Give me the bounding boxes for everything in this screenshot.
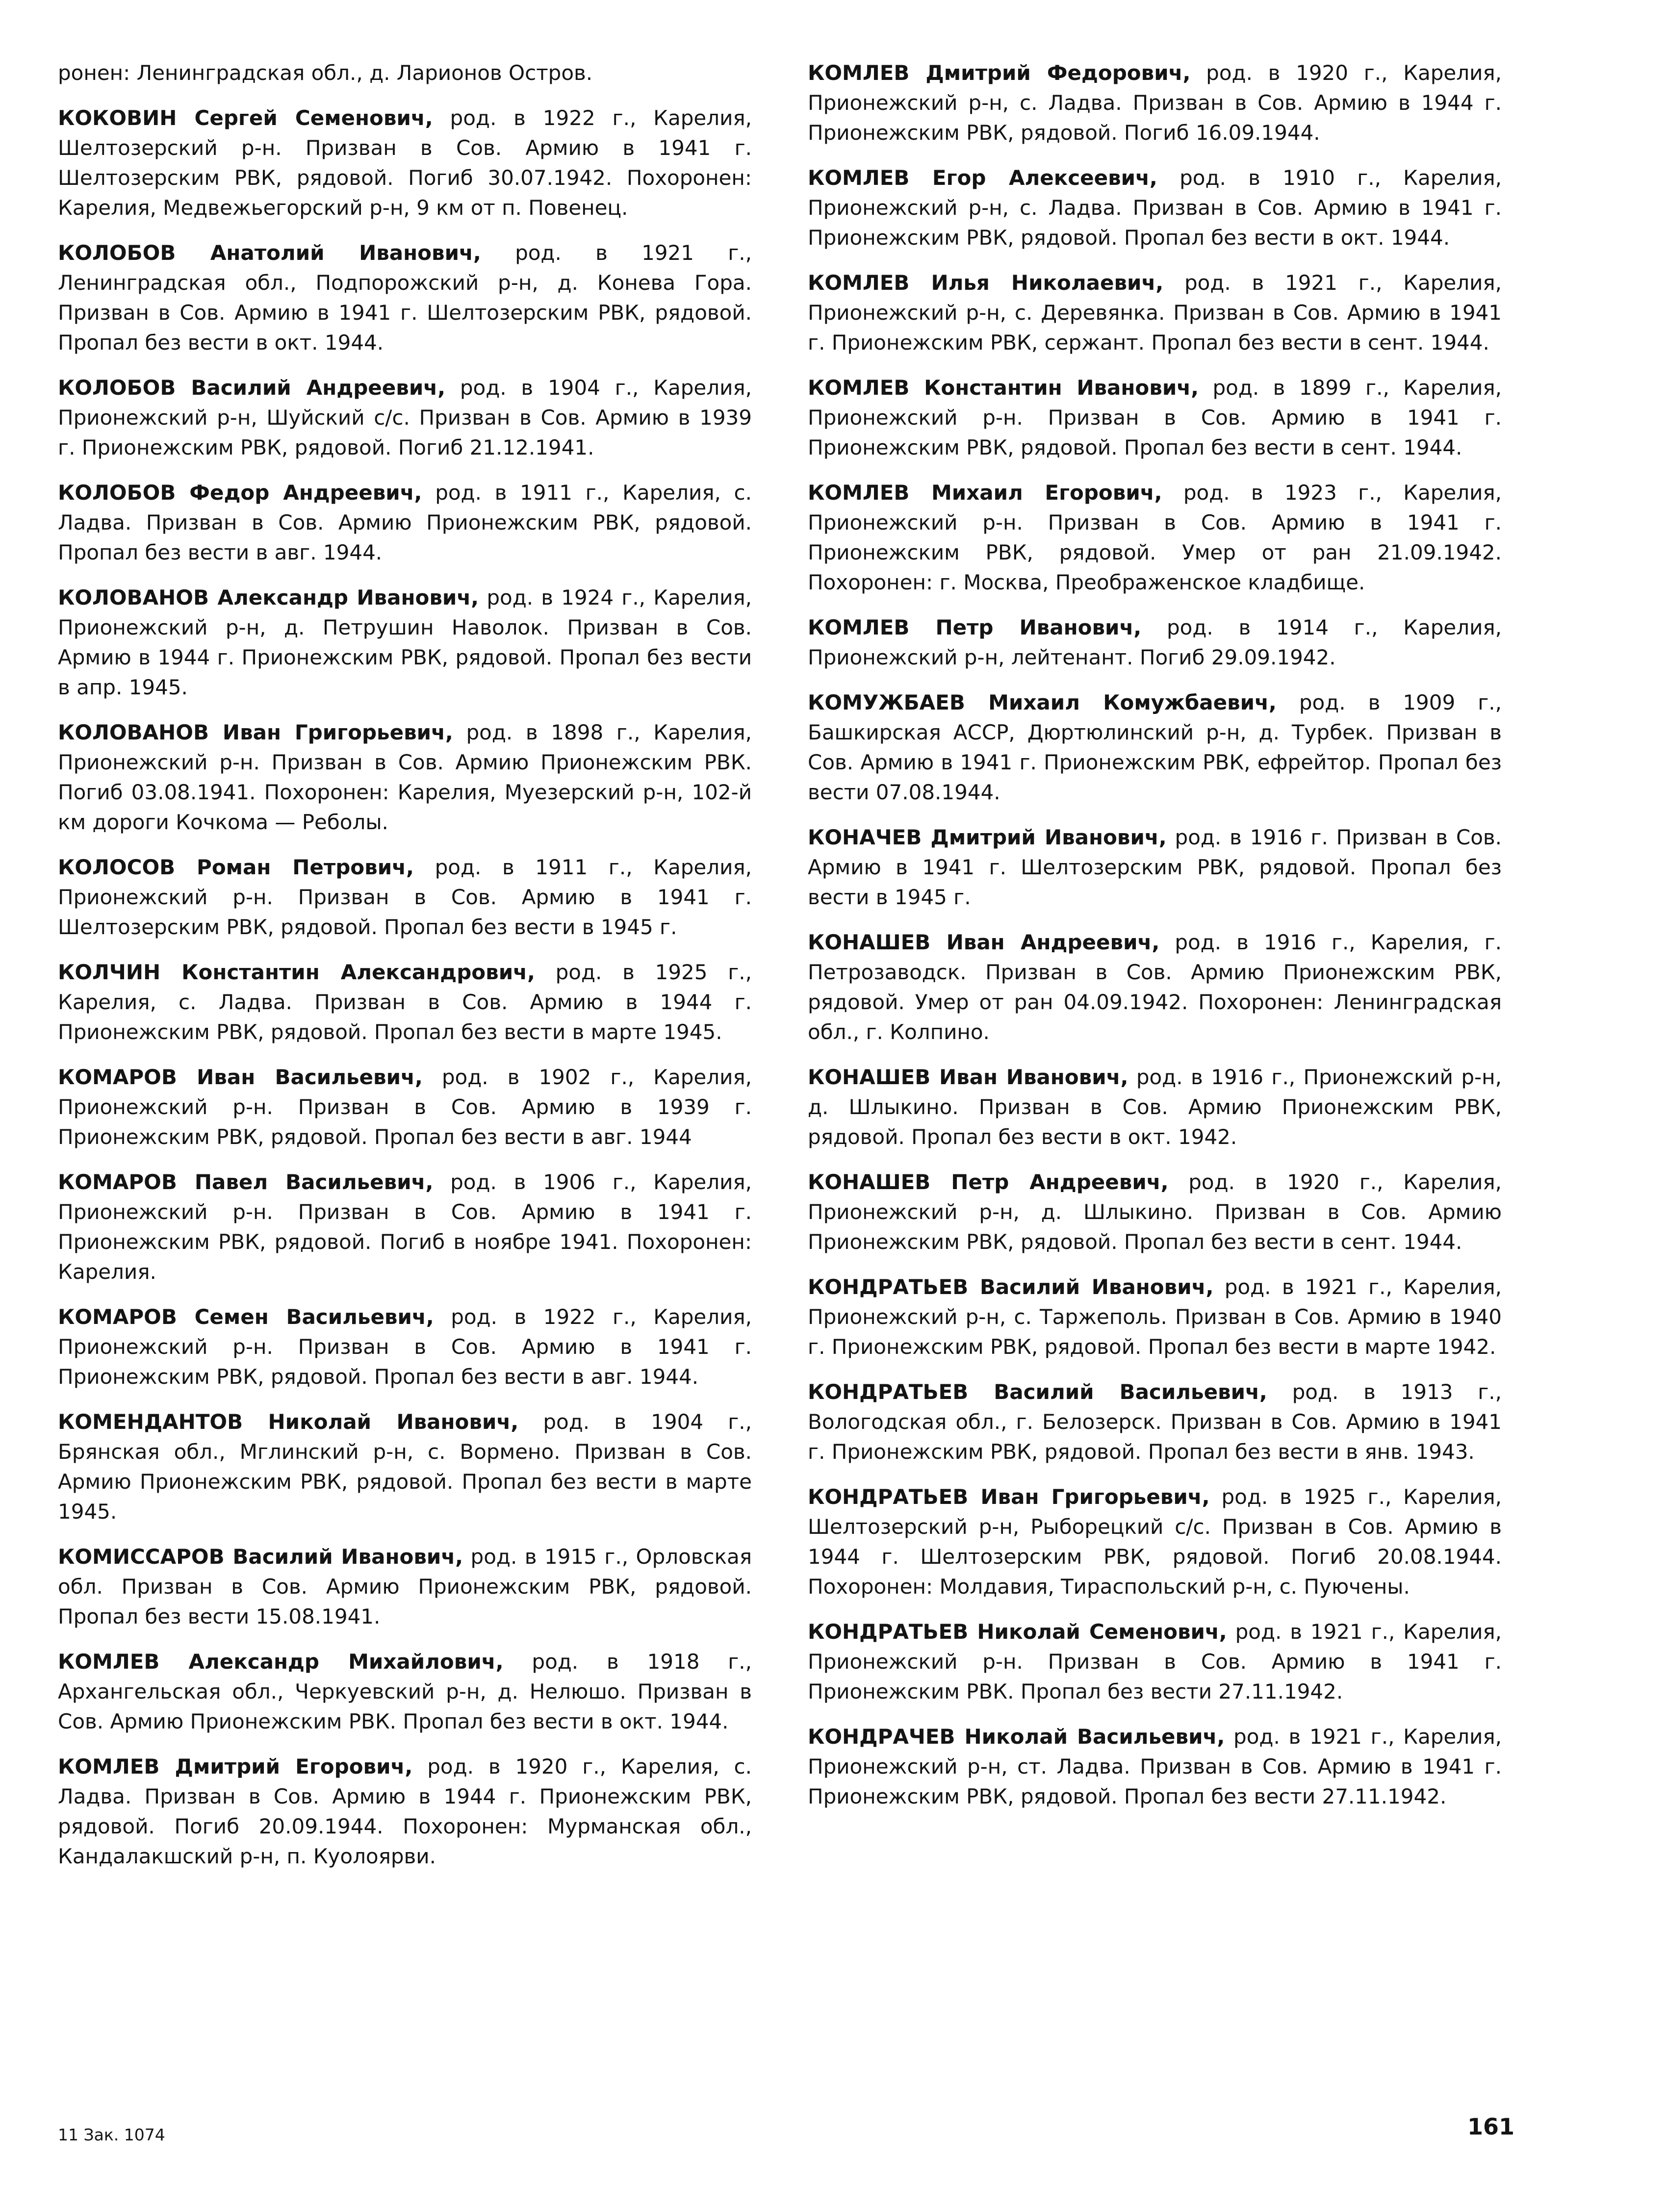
entry-text: ронен: Ленинградская обл., д. Ларионов Остров. — [58, 61, 593, 85]
entry-text: род. в 1898 г., Карелия, Прионежский р-н. Призван в Сов. Армию Прионежским РВК. Погиб 03.08.1941. Похоронен: Карелия, Муезерский р-н, 102-й км дороги Кочкома — Реболы. — [58, 720, 752, 834]
entry — [808, 1377, 1502, 1467]
entry-text: род. в 1920 г., Карелия, Прионежский р-н, с. Ладва. Призван в Сов. Армию в 1944 г. Прионежским РВК, рядовой. Погиб 16.09.1944. — [808, 61, 1502, 145]
entry — [58, 1167, 752, 1287]
entry-text: род. в 1911 г., Карелия, Прионежский р-н. Призван в Сов. Армию в 1941 г. Шелтозерским РВК, рядовой. Пропал без вести в 1945 г. — [58, 855, 752, 939]
entry — [808, 1062, 1502, 1152]
entry-text: род. в 1899 г., Карелия, Прионежский р-н. Призван в Сов. Армию в 1941 г. Прионежским РВК, рядовой. Пропал без вести в сент. 1944. — [808, 376, 1502, 459]
entry-name: КОНАШЕВ Иван Андреевич, — [808, 930, 1160, 954]
entry-text: род. в 1915 г., Орловская обл. Призван в Сов. Армию Прионежским РВК, рядовой. Пропал без вести 15.08.1941. — [58, 1545, 752, 1628]
entry-text: род. в 1923 г., Карелия, Прионежский р-н. Призван в Сов. Армию в 1941 г. Прионежским РВК, рядовой. Умер от ран 21.09.1942. Похоронен: г. Москва, Преображенское кладбище. — [808, 481, 1502, 594]
entry — [808, 822, 1502, 912]
entry — [58, 1542, 752, 1631]
entry-name: КОМАРОВ Иван Васильевич, — [58, 1065, 423, 1089]
page-number: 161 — [1467, 2113, 1515, 2140]
entry-text: род. в 1920 г., Карелия, с. Ладва. Призван в Сов. Армию в 1944 г. Прионежским РВК, рядовой. Погиб 20.09.1944. Похоронен: Мурманская обл., Кандалакшский р-н, п. Куолоярви. — [58, 1754, 752, 1868]
entry-text: род. в 1914 г., Карелия, Прионежский р-н, лейтенант. Погиб 29.09.1942. — [808, 615, 1502, 669]
entry-name: КОМЕНДАНТОВ Николай Иванович, — [58, 1410, 519, 1434]
entry-text: род. в 1921 г., Карелия, Прионежский р-н, с. Деревянка. Призван в Сов. Армию в 1941 г. Прионежским РВК, сержант. Пропал без вести в сент. 1944. — [808, 271, 1502, 355]
entry-name: КОНАШЕВ Иван Иванович, — [808, 1065, 1128, 1089]
entry-text: род. в 1909 г., Башкирская АССР, Дюртюлинский р-н, д. Турбек. Призван в Сов. Армию в 1941 г. Прионежским РВК, ефрейтор. Пропал без вести 07.08.1944. — [808, 690, 1502, 804]
entry-text: род. в 1902 г., Карелия, Прионежский р-н. Призван в Сов. Армию в 1939 г. Прионежским РВК, рядовой. Пропал без вести в авг. 1944 — [58, 1065, 752, 1149]
entry — [808, 1482, 1502, 1602]
entry — [58, 1647, 752, 1736]
entry-name: КОНАШЕВ Петр Андреевич, — [808, 1170, 1169, 1194]
entry — [58, 478, 752, 567]
entry-text: род. в 1921 г., Карелия, Прионежский р-н, ст. Ладва. Призван в Сов. Армию в 1941 г. Прионежским РВК, рядовой. Пропал без вести 27.11.1942. — [808, 1725, 1502, 1808]
entry-name: КОМИССАРОВ Василий Иванович, — [58, 1545, 463, 1569]
entry-name: КОМЛЕВ Дмитрий Егорович, — [58, 1754, 413, 1779]
entry-text: род. в 1904 г., Брянская обл., Мглинский р-н, с. Вормено. Призван в Сов. Армию Прионежским РВК, рядовой. Пропал без вести в марте 1945. — [58, 1410, 752, 1524]
print-signature: 11 Зак. 1074 — [58, 2125, 165, 2144]
entry — [58, 717, 752, 837]
entry — [58, 957, 752, 1047]
entry-text: род. в 1921 г., Карелия, Прионежский р-н, с. Таржеполь. Призван в Сов. Армию в 1940 г. Прионежским РВК, рядовой. Пропал без вести в марте 1942. — [808, 1275, 1502, 1359]
entry-text: род. в 1922 г., Карелия, Шелтозерский р-н. Призван в Сов. Армию в 1941 г. Шелтозерским РВК, рядовой. Погиб 30.07.1942. Похоронен: Карелия, Медвежьегорский р-н, 9 км от п. Повенец. — [58, 106, 752, 220]
entry-name: КОЛОВАНОВ Александр Иванович, — [58, 585, 479, 610]
entry — [808, 1272, 1502, 1362]
entry-name: КОНДРАТЬЕВ Василий Васильевич, — [808, 1380, 1267, 1404]
entry — [808, 478, 1502, 597]
entry-text: род. в 1921 г., Карелия, Прионежский р-н. Призван в Сов. Армию в 1941 г. Прионежским РВК. Пропал без вести 27.11.1942. — [808, 1620, 1502, 1703]
entry-name: КОЛОБОВ Федор Андреевич, — [58, 481, 422, 505]
entry-text: род. в 1920 г., Карелия, Прионежский р-н, д. Шлыкино. Призван в Сов. Армию Прионежским РВК, рядовой. Пропал без вести в сент. 1944. — [808, 1170, 1502, 1254]
entry — [808, 687, 1502, 807]
entry — [808, 1722, 1502, 1811]
entry-name: КОНДРАТЬЕВ Василий Иванович, — [808, 1275, 1214, 1299]
entry-name: КОМУЖБАЕВ Михаил Комужбаевич, — [808, 690, 1277, 714]
entry — [58, 58, 752, 88]
entry-text: род. в 1922 г., Карелия, Прионежский р-н. Призван в Сов. Армию в 1941 г. Прионежским РВК, рядовой. Пропал без вести в авг. 1944. — [58, 1305, 752, 1389]
entry — [58, 238, 752, 357]
left-column — [58, 58, 752, 1886]
entry-text: род. в 1925 г., Карелия, с. Ладва. Призван в Сов. Армию в 1944 г. Прионежским РВК, рядовой. Пропал без вести в марте 1945. — [58, 960, 752, 1044]
entry-name: КОЛОВАНОВ Иван Григорьевич, — [58, 720, 453, 744]
entry-text: род. в 1910 г., Карелия, Прионежский р-н, с. Ладва. Призван в Сов. Армию в 1941 г. Прионежским РВК, рядовой. Пропал без вести в окт. 1944. — [808, 166, 1502, 250]
entry-name: КОКОВИН Сергей Семенович, — [58, 106, 433, 130]
entry-name: КОЛОСОВ Роман Петрович, — [58, 855, 414, 879]
entry-text: род. в 1918 г., Архангельская обл., Черкуевский р-н, д. Нелюшо. Призван в Сов. Армию Прионежским РВК. Пропал без вести в окт. 1944. — [58, 1650, 752, 1733]
entry — [808, 58, 1502, 148]
entry — [808, 1617, 1502, 1706]
entry-name: КОНАЧЕВ Дмитрий Иванович, — [808, 825, 1167, 849]
entry-text: род. в 1916 г. Призван в Сов. Армию в 1941 г. Шелтозерским РВК, рядовой. Пропал без вести в 1945 г. — [808, 825, 1502, 909]
entry — [808, 927, 1502, 1047]
entry-name: КОМЛЕВ Константин Иванович, — [808, 376, 1199, 400]
entry-text: род. в 1924 г., Карелия, Прионежский р-н, д. Петрушин Наволок. Призван в Сов. Армию в 1944 г. Прионежским РВК, рядовой. Пропал без вести в апр. 1945. — [58, 585, 752, 699]
entry-text: род. в 1925 г., Карелия, Шелтозерский р-н, Рыборецкий с/с. Призван в Сов. Армию в 1944 г. Шелтозерским РВК, рядовой. Погиб 20.08.1944. Похоронен: Молдавия, Тираспольский р-н, с. Пуючены. — [808, 1485, 1502, 1599]
entry-name: КОМЛЕВ Александр Михайлович, — [58, 1650, 504, 1674]
entry — [808, 163, 1502, 253]
entry-name: КОМЛЕВ Дмитрий Федорович, — [808, 61, 1191, 85]
entry-name: КОЛЧИН Константин Александрович, — [58, 960, 535, 984]
entry-name: КОМАРОВ Павел Васильевич, — [58, 1170, 434, 1194]
entry — [58, 1062, 752, 1152]
entry-name: КОМЛЕВ Егор Алексеевич, — [808, 166, 1157, 190]
entry-name: КОЛОБОВ Василий Андреевич, — [58, 376, 446, 400]
entry-text: род. в 1916 г., Прионежский р-н, д. Шлыкино. Призван в Сов. Армию Прионежским РВК, рядовой. Пропал без вести в окт. 1942. — [808, 1065, 1502, 1149]
entry-name: КОНДРАТЬЕВ Иван Григорьевич, — [808, 1485, 1210, 1509]
entry — [808, 1167, 1502, 1257]
entry-name: КОНДРАЧЕВ Николай Васильевич, — [808, 1725, 1225, 1749]
entry — [58, 1407, 752, 1526]
entry-name: КОМЛЕВ Петр Иванович, — [808, 615, 1142, 639]
entry — [58, 373, 752, 462]
entry — [808, 373, 1502, 462]
entry — [58, 1752, 752, 1871]
entry — [58, 852, 752, 942]
entry — [58, 1302, 752, 1392]
entry-text: род. в 1913 г., Вологодская обл., г. Белозерск. Призван в Сов. Армию в 1941 г. Прионежским РВК, рядовой. Пропал без вести в янв. 1943. — [808, 1380, 1502, 1464]
entry-text: род. в 1904 г., Карелия, Прионежский р-н, Шуйский с/с. Призван в Сов. Армию в 1939 г. Прионежским РВК, рядовой. Погиб 21.12.1941. — [58, 376, 752, 459]
entry — [808, 268, 1502, 357]
entry — [808, 612, 1502, 672]
entry-name: КОНДРАТЬЕВ Николай Семенович, — [808, 1620, 1227, 1644]
entry-text: род. в 1906 г., Карелия, Прионежский р-н. Призван в Сов. Армию в 1941 г. Прионежским РВК, рядовой. Погиб в ноябре 1941. Похоронен: Карелия. — [58, 1170, 752, 1284]
entry-name: КОЛОБОВ Анатолий Иванович, — [58, 241, 481, 265]
right-column — [808, 58, 1502, 1827]
entry-name: КОМАРОВ Семен Васильевич, — [58, 1305, 434, 1329]
entry — [58, 103, 752, 223]
entry — [58, 583, 752, 702]
entry-name: КОМЛЕВ Илья Николаевич, — [808, 271, 1164, 295]
entry-text: род. в 1921 г., Ленинградская обл., Подпорожский р-н, д. Конева Гора. Призван в Сов. Армию в 1941 г. Шелтозерским РВК, рядовой. Пропал без вести в окт. 1944. — [58, 241, 752, 355]
entry-text: род. в 1916 г., Карелия, г. Петрозаводск. Призван в Сов. Армию Прионежским РВК, рядовой. Умер от ран 04.09.1942. Похоронен: Ленинградская обл., г. Колпино. — [808, 930, 1502, 1044]
entry-text: род. в 1911 г., Карелия, с. Ладва. Призван в Сов. Армию Прионежским РВК, рядовой. Пропал без вести в авг. 1944. — [58, 481, 752, 564]
entry-name: КОМЛЕВ Михаил Егорович, — [808, 481, 1162, 505]
